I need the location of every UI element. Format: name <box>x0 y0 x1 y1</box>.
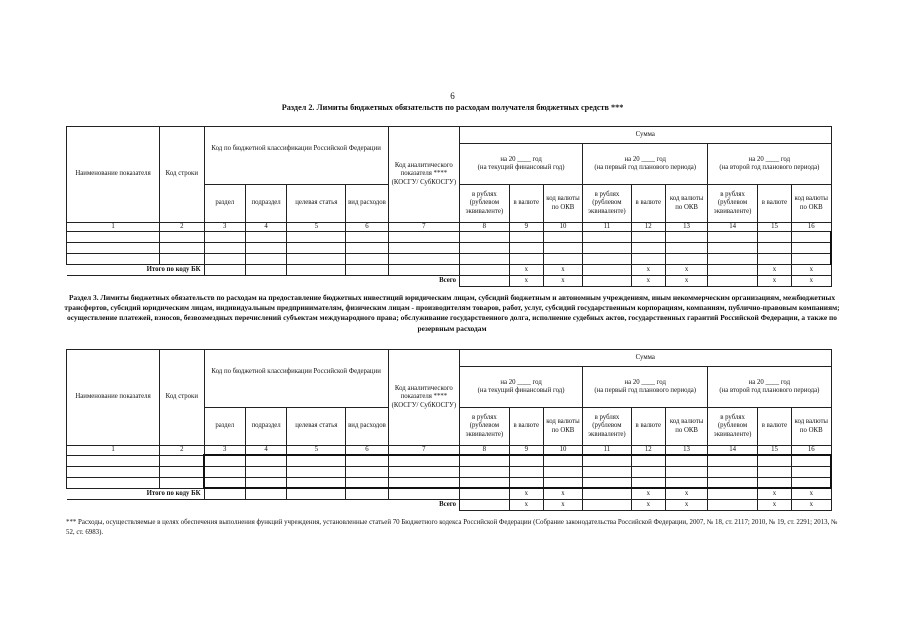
col-number: 5 <box>287 223 346 232</box>
period-first-header: на 20 ____ год (на первый год планового периода) <box>583 144 708 185</box>
col-number: 9 <box>509 223 543 232</box>
currency-code-header: код валюты по ОКВ <box>665 185 707 223</box>
x-mark: x <box>509 276 543 287</box>
sum-header: Сумма <box>460 350 831 367</box>
total-by-bk-label: Итого по коду БК <box>67 488 205 499</box>
x-mark: x <box>631 488 665 499</box>
section-header: раздел <box>204 185 245 223</box>
table-row <box>67 477 832 488</box>
x-mark: x <box>792 276 831 287</box>
table-row <box>67 466 832 477</box>
currency-code-header: код валюты по ОКВ <box>792 185 831 223</box>
footnote: *** Расходы, осуществляемые в целях обеспечения выполнения функций учреждения, установленные статьей 70 Бюджетного кодекса Российской Федерации (Собрание законодательства Российской Федерации, 2007, № 18, ст. 2117; 2010, № 19, ст. 2291; 2013, № 52, ст. 6983). <box>66 519 838 536</box>
col-number: 2 <box>160 223 204 232</box>
grand-total-label: Всего <box>67 499 460 510</box>
col-number: 10 <box>543 223 582 232</box>
x-mark: x <box>631 265 665 276</box>
section2-table <box>66 126 832 287</box>
x-mark: x <box>509 499 543 510</box>
total-by-bk-label: Итого по коду БК <box>67 265 205 276</box>
indicator-name-header: Наименование показателя <box>67 127 160 223</box>
col-number: 14 <box>708 446 758 456</box>
col-number: 8 <box>460 446 510 456</box>
sum-header: Сумма <box>460 127 831 144</box>
currency-code-header: код валюты по ОКВ <box>665 408 707 446</box>
x-mark: x <box>543 265 582 276</box>
target-item-header: целевая статья <box>287 408 346 446</box>
col-number: 1 <box>67 446 160 456</box>
x-mark: x <box>631 276 665 287</box>
indicator-name-header: Наименование показателя <box>67 350 160 446</box>
rubles-header: в рублях (рублевом эквиваленте) <box>583 185 632 223</box>
col-number: 11 <box>583 446 632 456</box>
page-number: 6 <box>450 91 455 101</box>
x-mark: x <box>757 488 791 499</box>
x-mark: x <box>757 499 791 510</box>
total-by-bk-row <box>67 488 832 499</box>
col-number: 3 <box>204 223 245 232</box>
x-mark: x <box>757 276 791 287</box>
x-mark: x <box>665 499 707 510</box>
currency-header: в валюте <box>509 185 543 223</box>
grand-total-label: Всего <box>67 276 460 287</box>
currency-header: в валюте <box>757 185 791 223</box>
col-number: 8 <box>460 223 510 232</box>
x-mark: x <box>757 265 791 276</box>
table-row <box>67 243 832 254</box>
table-row <box>67 254 832 265</box>
col-number: 16 <box>792 223 831 232</box>
column-number-row <box>67 223 832 232</box>
analytic-code-header: Код аналитического показателя **** (КОСГУ/ СубКОСГУ) <box>388 127 459 223</box>
col-number: 6 <box>346 223 388 232</box>
subsection-header: подраздел <box>245 408 286 446</box>
budget-classification-header: Код по бюджетной классификации Российской Федерации <box>204 127 388 185</box>
col-number: 9 <box>509 446 543 456</box>
x-mark: x <box>509 488 543 499</box>
currency-code-header: код валюты по ОКВ <box>543 185 582 223</box>
section3-table <box>66 349 832 511</box>
x-mark: x <box>665 265 707 276</box>
x-mark: x <box>543 499 582 510</box>
row-code-header: Код строки <box>160 127 204 223</box>
column-number-row <box>67 446 832 456</box>
period-current-header: на 20 ____ год (на текущий финансовый год) <box>460 144 583 185</box>
grand-total-row <box>67 276 832 287</box>
col-number: 15 <box>757 446 791 456</box>
table-row <box>67 232 832 243</box>
table-row <box>67 455 832 466</box>
x-mark: x <box>792 265 831 276</box>
col-number: 3 <box>204 446 245 456</box>
x-mark: x <box>792 488 831 499</box>
section2-title: Раздел 2. Лимиты бюджетных обязательств по расходам получателя бюджетных средств *** <box>281 103 624 112</box>
target-item-header: целевая статья <box>287 185 346 223</box>
currency-header: в валюте <box>757 408 791 446</box>
rubles-header: в рублях (рублевом эквиваленте) <box>460 408 510 446</box>
analytic-code-header: Код аналитического показателя **** (КОСГУ/ СубКОСГУ) <box>388 350 459 446</box>
period-first-header: на 20 ____ год (на первый год планового периода) <box>583 367 708 408</box>
currency-header: в валюте <box>631 408 665 446</box>
col-number: 2 <box>160 446 204 456</box>
row-code-header: Код строки <box>160 350 204 446</box>
col-number: 6 <box>346 446 388 456</box>
col-number: 11 <box>583 223 632 232</box>
period-current-header: на 20 ____ год (на текущий финансовый год) <box>460 367 583 408</box>
section3-title: Раздел 3. Лимиты бюджетных обязательств по расходам на предоставление бюджетных инвестиций юридическим лицам, субсидий бюджетным и автономным учреждениям, иным некоммерческим организациям, межбюджетных трансфертов, субсидий юридическим лицам, индивидуальным предпринимателям, физическим лицам - производителям товаров, работ, услуг, субсидий государственным корпорациям, компаниям, публично-правовым компаниям; осуществление платежей, взносов, безвозмездных перечислений субъектам международного права; обслуживание государственного долга, исполнение судебных актов, государственных гарантий Российской Федерации, а также по резервным расходам <box>64 293 840 333</box>
subsection-header: подраздел <box>245 185 286 223</box>
col-number: 4 <box>245 223 286 232</box>
col-number: 7 <box>388 223 459 232</box>
rubles-header: в рублях (рублевом эквиваленте) <box>583 408 632 446</box>
rubles-header: в рублях (рублевом эквиваленте) <box>708 185 758 223</box>
x-mark: x <box>543 488 582 499</box>
x-mark: x <box>631 499 665 510</box>
expense-type-header: вид расходов <box>346 408 388 446</box>
currency-code-header: код валюты по ОКВ <box>792 408 831 446</box>
currency-header: в валюте <box>631 185 665 223</box>
expense-type-header: вид расходов <box>346 185 388 223</box>
col-number: 16 <box>792 446 831 456</box>
col-number: 13 <box>665 446 707 456</box>
currency-code-header: код валюты по ОКВ <box>543 408 582 446</box>
x-mark: x <box>543 276 582 287</box>
grand-total-row <box>67 499 832 510</box>
period-second-header: на 20 ____ год (на второй год планового периода) <box>708 144 831 185</box>
budget-classification-header: Код по бюджетной классификации Российской Федерации <box>204 350 388 408</box>
col-number: 5 <box>287 446 346 456</box>
currency-header: в валюте <box>509 408 543 446</box>
x-mark: x <box>509 265 543 276</box>
x-mark: x <box>665 488 707 499</box>
section-header: раздел <box>204 408 245 446</box>
rubles-header: в рублях (рублевом эквиваленте) <box>708 408 758 446</box>
x-mark: x <box>665 276 707 287</box>
x-mark: x <box>792 499 831 510</box>
col-number: 15 <box>757 223 791 232</box>
rubles-header: в рублях (рублевом эквиваленте) <box>460 185 510 223</box>
col-number: 10 <box>543 446 582 456</box>
total-by-bk-row <box>67 265 832 276</box>
col-number: 4 <box>245 446 286 456</box>
col-number: 12 <box>631 446 665 456</box>
col-number: 12 <box>631 223 665 232</box>
col-number: 13 <box>665 223 707 232</box>
col-number: 14 <box>708 223 758 232</box>
col-number: 7 <box>388 446 459 456</box>
col-number: 1 <box>67 223 160 232</box>
period-second-header: на 20 ____ год (на второй год планового периода) <box>708 367 831 408</box>
